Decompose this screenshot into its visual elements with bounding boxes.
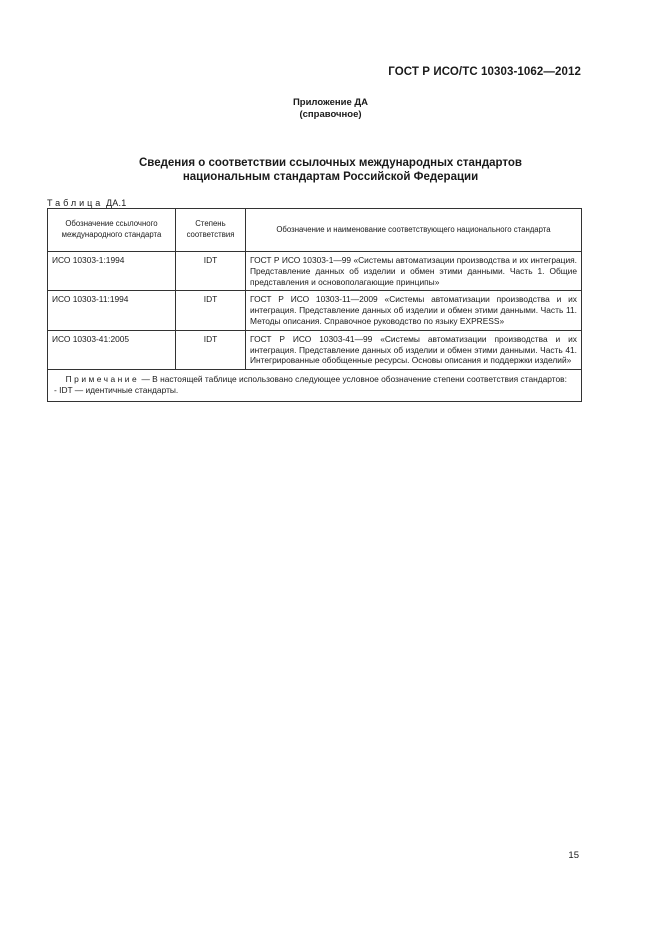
correspondence-table — [47, 208, 582, 402]
table-caption-id: ДА.1 — [106, 198, 127, 208]
cell-degree: IDT — [176, 252, 246, 291]
section-title-line1: Сведения о соответствии ссылочных международных стандартов — [138, 157, 522, 169]
appendix-heading — [0, 97, 661, 121]
appendix-title: Приложение ДА — [292, 97, 369, 108]
cell-national: ГОСТ Р ИСО 10303-11—2009 «Системы автоматизации производства и их интеграция. Представление данных об изделии и обмен этими данными. Часть 11. Методы описания. Справочное руководство по языку EXPRESS» — [246, 291, 582, 330]
table-row — [48, 291, 582, 330]
header-degree: Степень соответствия — [176, 209, 246, 252]
cell-reference: ИСО 10303-41:2005 — [48, 330, 176, 369]
document-code: ГОСТ Р ИСО/ТС 10303-1062—2012 — [388, 66, 581, 78]
appendix-type: (справочное) — [299, 109, 362, 120]
cell-national: ГОСТ Р ИСО 10303-41—99 «Системы автоматизации производства и их интеграция. Представление данных об изделии и обмен этими данными. Часть 41. Интегрированные обобщенные ресурсы. Основы описания и поддержки изделий» — [246, 330, 582, 369]
table-note — [48, 370, 582, 402]
cell-national: ГОСТ Р ИСО 10303-1—99 «Системы автоматизации производства и их интеграция. Представление данных об изделии и обмен этими данными. Часть 1. Общие представления и основополагающие принципы» — [246, 252, 582, 291]
note-item: - IDT — идентичные стандарты. — [54, 384, 179, 395]
header-reference-standard: Обозначение ссылочного международного стандарта — [48, 209, 176, 252]
page-number: 15 — [568, 850, 579, 861]
table-note-row — [48, 370, 582, 402]
cell-reference: ИСО 10303-1:1994 — [48, 252, 176, 291]
cell-reference: ИСО 10303-11:1994 — [48, 291, 176, 330]
cell-degree: IDT — [176, 330, 246, 369]
section-title — [0, 156, 661, 184]
table-caption — [47, 198, 126, 208]
header-national-standard: Обозначение и наименование соответствующего национального стандарта — [246, 209, 582, 252]
cell-degree: IDT — [176, 291, 246, 330]
table-caption-word: Таблица — [47, 198, 104, 208]
table-row — [48, 330, 582, 369]
note-label: Примечание — [65, 374, 140, 385]
note-body: — В настоящей таблице использовано следующее условное обозначение степени соответствия стандартов: — [141, 374, 567, 385]
section-title-line2: национальным стандартам Российской Федерации — [182, 171, 479, 183]
table-header-row — [48, 209, 582, 252]
note-text — [54, 374, 575, 385]
table-row — [48, 252, 582, 291]
